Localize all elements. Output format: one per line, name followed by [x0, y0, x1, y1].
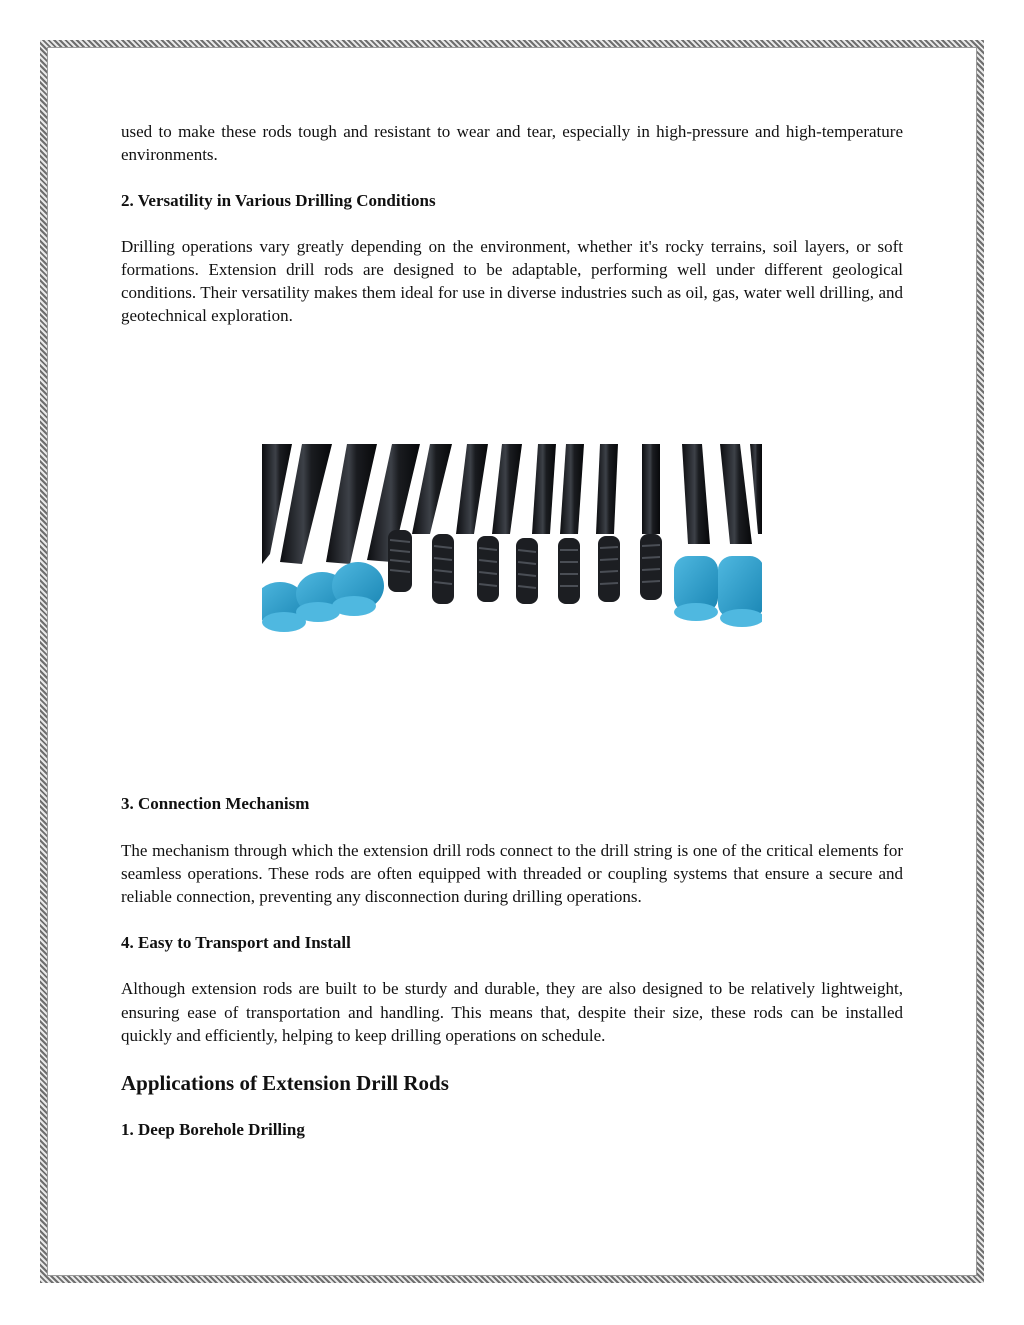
heading-applications: Applications of Extension Drill Rods: [121, 1071, 449, 1096]
paragraph-transport-install: Although extension rods are built to be sturdy and durable, they are also designed to be relatively lightweight, ensuring ease of transportation and handling. This means that, despite their size, these rods can be installed quickly and efficiently, helping to keep drilling operations on schedule.: [121, 979, 903, 1045]
heading-connection-mechanism: 3. Connection Mechanism: [121, 794, 310, 814]
heading-versatility: 2. Versatility in Various Drilling Conditions: [121, 191, 436, 211]
heading-transport-install: 4. Easy to Transport and Install: [121, 933, 351, 953]
drill-rods-image: [262, 444, 762, 632]
paragraph-intro-tail: used to make these rods tough and resistant to wear and tear, especially in high-pressure and high-temperature environments.: [121, 122, 903, 165]
drill-rods-photo: [262, 444, 762, 632]
heading-deep-borehole: 1. Deep Borehole Drilling: [121, 1120, 305, 1140]
paragraph-connection-mechanism: The mechanism through which the extension drill rods connect to the drill string is one of the critical elements for seamless operations. These rods are often equipped with threaded or coupling systems that ensure a secure and reliable connection, preventing any disconnection during drilling operations.: [121, 840, 903, 907]
document-body: [121, 120, 903, 1141]
paragraph-versatility: Drilling operations vary greatly depending on the environment, whether it's rocky terrains, soil layers, or soft formations. Extension drill rods are designed to be adaptable, performing well under different geological conditions. Their versatility makes them ideal for use in diverse industries such as oil, gas, water well drilling, and geotechnical exploration.: [121, 236, 903, 326]
